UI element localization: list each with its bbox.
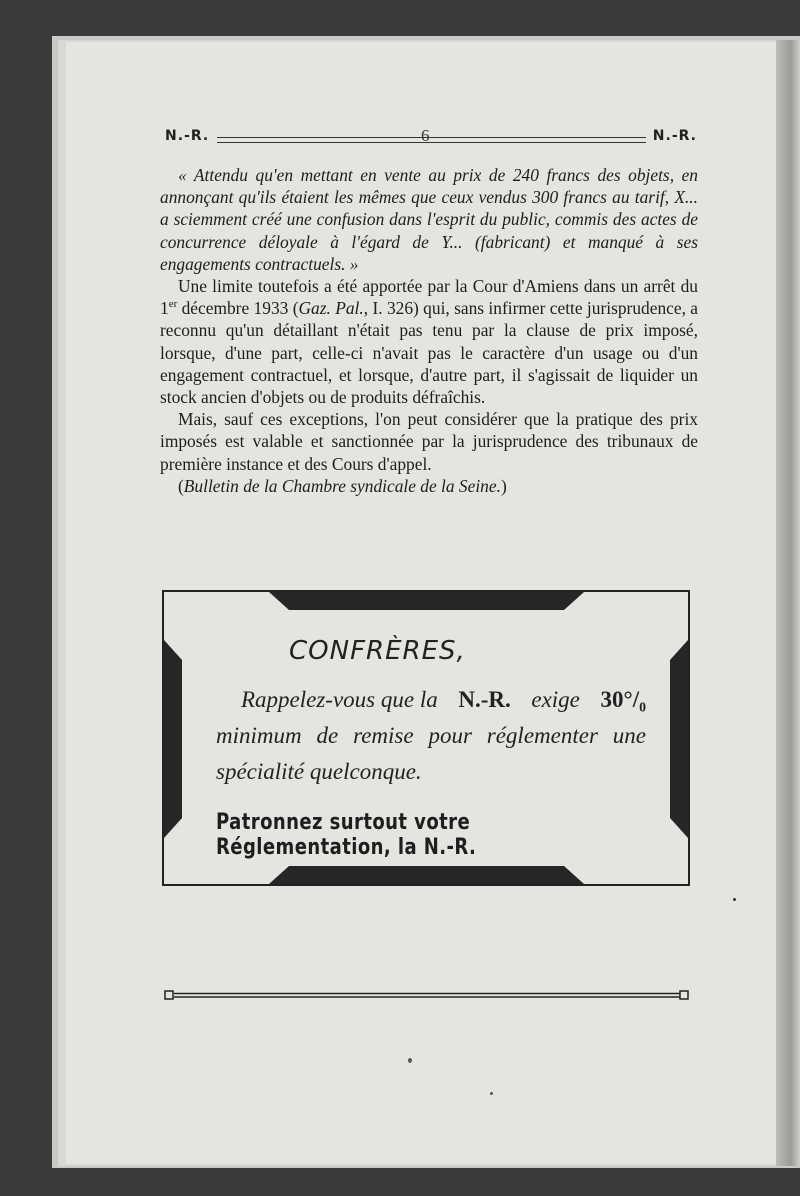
notice-word: minimum [216,723,302,748]
header-rule-right [456,137,646,143]
paragraph-conclusion: Mais, sauf ces exceptions, l'on peut considérer que la pratique des prix imposés est valable et sanctionnée par la jurisprudence des tribunaux de première instance et des Cours d'appel. [160,409,698,474]
page-number: 6 [421,126,430,145]
notice-body [216,682,646,790]
para1-sup: er [168,298,178,311]
speck [490,1092,493,1095]
notice-word: de [316,723,339,748]
speck [733,898,736,901]
para1-part-a: Une limite toutefois a été apportée par la Cour d'Amiens dans un arrêt du 1 [160,276,698,319]
bottom-ornamental-rule [164,990,690,1002]
speck [408,1058,412,1063]
notice-line-2 [216,718,646,754]
source-title: Bulletin de la Chambre syndicale de la Seine. [183,475,501,496]
notice-line1-a: Rappelez-vous que la [241,687,438,712]
notice-percentage: 30°/₀ [600,687,646,712]
page-edge-shadow [776,40,800,1166]
header-left: N.-R. [165,128,210,144]
para1-part-c: , I. 326) qui, sans infirmer cette jurisprudence, a reconnu qu'un détaillant n'était pas tenu par la clause de prix imposé, lorsque, d'une part, celle-ci n'avait pas le caractère d'un usage ou d'un engagement contractuel, et lorsque, d'autre part, il s'agissait de liquider un stock ancien d'objets ou de produits défraîchis. [160,298,699,408]
paragraph-amiens [160,275,698,408]
notice-word: remise [353,723,414,748]
notice-line-3: spécialité quelconque. [216,759,422,784]
notice-word: pour [428,723,472,748]
notice-box [162,590,690,886]
source-close: ) [500,475,507,496]
source-open: ( [178,475,184,496]
para1-part-b: décembre 1933 ( [177,298,299,319]
notice-word: une [612,723,646,748]
header-right: N.-R. [652,128,697,144]
running-header [165,128,697,152]
notice-footer: Patronnez surtout votre Réglementation, la N.-R. [216,810,477,860]
notice-line1-b: exige [531,687,580,712]
notice-title: CONFRÈRES, [289,636,466,666]
source-citation [160,475,698,497]
court-quote: « Attendu qu'en mettant en vente au prix de 240 francs des objets, en annonçant qu'ils étaient les mêmes que ceux vendus 300 francs au tarif, X... a sciemment créé une confusion dans l'esprit du public, commis des actes de concurrence déloyale à l'égard de Y... (fabricant) et manqué à ses engagements contractuels. » [160,165,698,274]
notice-word: réglementer [486,723,598,748]
para1-citation: Gaz. Pal. [298,298,364,319]
article-text [160,164,698,497]
notice-nr: N.-R. [458,687,511,712]
notice-line-1 [216,682,646,718]
